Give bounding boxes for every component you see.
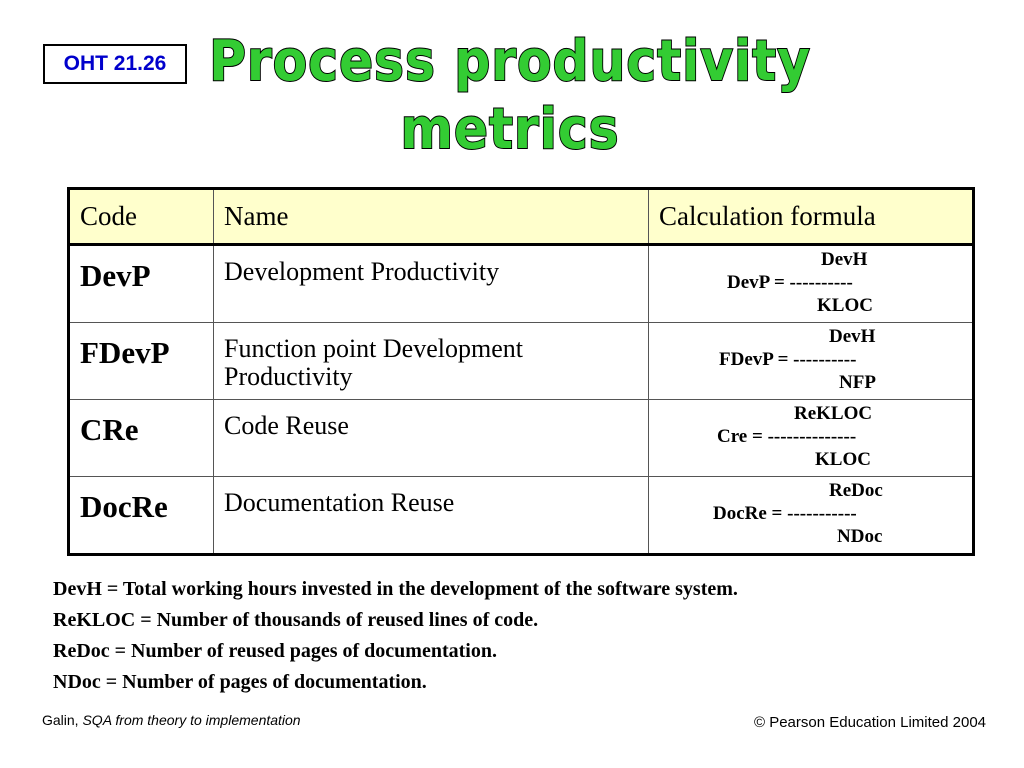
formula-lhs: FDevP = ---------- xyxy=(719,349,857,370)
metrics-table xyxy=(67,187,975,556)
metric-name: Function point Development Productivity xyxy=(214,323,649,400)
metric-name: Development Productivity xyxy=(214,245,649,323)
metric-name: Code Reuse xyxy=(214,400,649,477)
table-row xyxy=(69,477,974,555)
formula-lhs: DevP = ---------- xyxy=(727,272,853,293)
metric-code: DevP xyxy=(69,245,214,323)
table-row xyxy=(69,323,974,400)
footer-copyright: © Pearson Education Limited 2004 xyxy=(753,714,986,731)
note-line: DevH = Total working hours invested in the development of the software system. xyxy=(53,578,738,600)
formula-denominator: NDoc xyxy=(837,526,883,547)
note-line: NDoc = Number of pages of documentation. xyxy=(53,671,427,693)
formula-numerator: ReDoc xyxy=(829,480,883,501)
formula-numerator: DevH xyxy=(821,249,868,270)
slide-title xyxy=(195,28,825,164)
note-line: ReKLOC = Number of thousands of reused lines of code. xyxy=(53,609,539,631)
table-row xyxy=(69,400,974,477)
slide-number-label: OHT 21.26 xyxy=(43,44,187,84)
footer-author: Galin, xyxy=(42,712,83,728)
formula-lhs: DocRe = ----------- xyxy=(713,503,857,524)
formula-denominator: KLOC xyxy=(815,449,871,470)
column-header-name: Name xyxy=(214,189,649,245)
metric-code: CRe xyxy=(69,400,214,477)
column-header-code: Code xyxy=(69,189,214,245)
definitions-notes xyxy=(53,574,1013,698)
metric-formula xyxy=(649,245,974,323)
metric-formula xyxy=(649,477,974,555)
metric-code: DocRe xyxy=(69,477,214,555)
table-row xyxy=(69,245,974,323)
column-header-formula: Calculation formula xyxy=(649,189,974,245)
formula-denominator: NFP xyxy=(839,372,876,393)
footer-book-title: SQA from theory to implementation xyxy=(82,712,301,728)
formula-denominator: KLOC xyxy=(817,295,873,316)
metric-formula xyxy=(649,323,974,400)
metric-code: FDevP xyxy=(69,323,214,400)
slide-title-line-1: Process productivity xyxy=(209,29,811,94)
metric-formula xyxy=(649,400,974,477)
footer-citation xyxy=(42,712,301,728)
slide-title-line-2: metrics xyxy=(400,97,620,162)
metric-name: Documentation Reuse xyxy=(214,477,649,555)
formula-numerator: ReKLOC xyxy=(794,403,873,424)
formula-lhs: Cre = -------------- xyxy=(717,426,857,447)
table-header-row xyxy=(69,189,974,245)
formula-numerator: DevH xyxy=(829,326,876,347)
note-line: ReDoc = Number of reused pages of documentation. xyxy=(53,640,497,662)
